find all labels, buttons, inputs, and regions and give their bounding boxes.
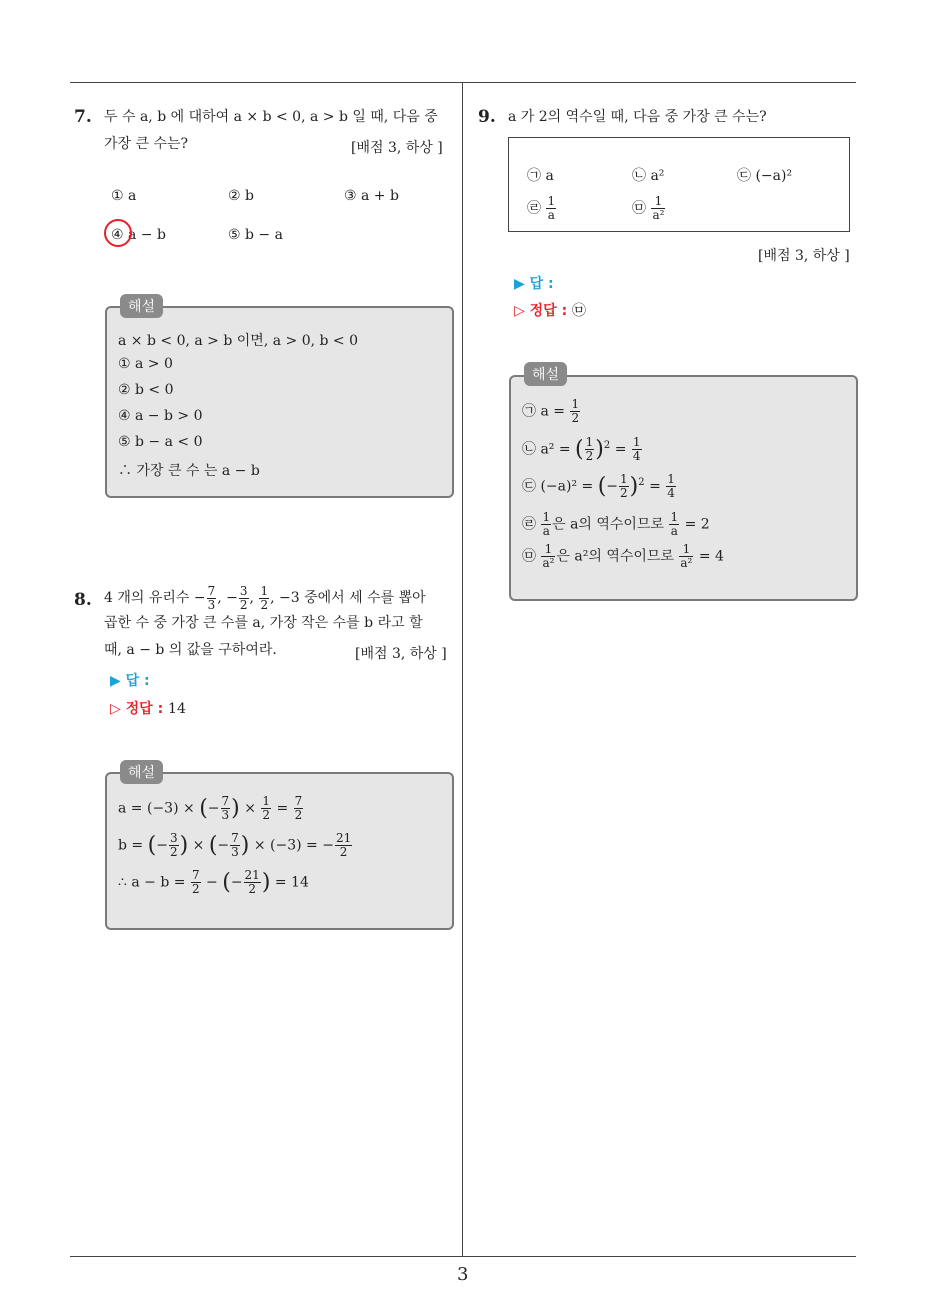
q7-solution-line: ② b < 0	[118, 382, 174, 398]
q8-sol3-tail: = 14	[274, 874, 309, 891]
q9-correct-answer	[514, 300, 586, 320]
q8-solution-line-3: ∴ a − b = $\frac{7}{2}$ − (− $\frac{21}{2}$ ) = 14	[118, 868, 309, 896]
q9-solution-tab: 해설	[524, 362, 567, 386]
page-number: 3	[457, 1264, 469, 1285]
q9-sol-a: ㉠ a =	[522, 403, 565, 420]
q9-solution-line-4: ㉣ $\frac{1}{a}$ 은 a의 역수이므로 $\frac{1}{a}$ = 2	[522, 510, 710, 538]
fraction: $\frac{1}{2}$	[260, 583, 269, 612]
q9-solution-line-3: ㉢ (−a)² = (− $\frac{1}{2}$ )$^2$ = $\frac{1}{4}$	[522, 472, 675, 500]
q9-sol-c: ㉢ (−a)² =	[522, 478, 594, 495]
q9-answer-label: ▶ 답 :	[514, 276, 554, 292]
q9-correct-label: ▷ 정답 :	[514, 303, 568, 319]
q9-choice-3[interactable]: ㉢ (−a)²	[737, 168, 793, 184]
q8-sol2-mid: × (−3) = −	[253, 837, 334, 854]
q8-solution-line-2: b = (− $\frac{3}{2}$ ) × (− $\frac{7}{3}$ ) × (−3) = − $\frac{21}{2}$	[118, 831, 352, 859]
q7-choice-2[interactable]: ② b	[228, 188, 254, 204]
q7-number: 7.	[74, 107, 92, 127]
q9-number: 9.	[478, 107, 496, 127]
q8-sol2-lhs: b =	[118, 837, 144, 854]
q7-choice-5[interactable]: ⑤ b − a	[228, 227, 283, 243]
q9-choice-1[interactable]: ㉠ a	[527, 168, 554, 184]
q9-score: [배점 3, 하상 ]	[758, 248, 850, 264]
q9-correct-value: ㉤	[572, 303, 587, 319]
q8-solution-tab: 해설	[120, 760, 163, 784]
q9-choice-2[interactable]: ㉡ a²	[632, 168, 665, 184]
q9-choice-box	[508, 137, 850, 232]
q9-solution-line-5: ㉤ $\frac{1}{\text{a²}}$ 은 a²의 역수이므로 $\frac{1}{\text{a²}}$ = 4	[522, 542, 724, 570]
q9-sol-d-mid: 은 a의 역수이므로	[552, 516, 665, 533]
q9-choice-5[interactable]: ㉤ $\frac{1}{\text{a²}}$	[632, 194, 665, 222]
column-divider	[462, 82, 463, 1257]
q9-sol-d-tail: = 2	[684, 516, 710, 533]
fraction: $\frac{7}{3}$	[207, 583, 216, 612]
q8-line1-pre: 4 개의 유리수	[104, 590, 190, 606]
q7-solution-line: a × b < 0, a > b 이면, a > 0, b < 0	[118, 333, 359, 349]
q9-sol-e-tail: = 4	[698, 548, 724, 565]
q8-line1-post: −3 중에서 세 수를 뽑아	[279, 590, 426, 606]
q8-answer-label: ▶ 답 :	[110, 673, 150, 689]
q8-sol3-lhs: ∴ a − b =	[118, 874, 186, 891]
q7-solution-line: ∴ 가장 큰 수 는 a − b	[118, 463, 260, 479]
q8-correct-value: 14	[168, 701, 186, 717]
q8-line1: 4 개의 유리수 − $\frac{7}{3}$ , − $\frac{3}{2}$ , $\frac{1}{2}$ , −3 중에서 세 수를 뽑아	[104, 583, 426, 612]
q9-sol-d-label: ㉣	[522, 516, 536, 533]
q8-solution-line-1: a = (−3) × (− $\frac{7}{3}$ ) × $\frac{1}{2}$ = $\frac{7}{2}$	[118, 794, 303, 822]
q8-line3: 때, a − b 의 값을 구하여라.	[104, 642, 277, 658]
q7-score: [배점 3, 하상 ]	[351, 140, 443, 156]
q8-sol1-lhs: a = (−3) ×	[118, 800, 195, 817]
selected-answer-circle-icon	[104, 219, 132, 247]
q7-solution-line: ④ a − b > 0	[118, 408, 203, 424]
q7-solution-line: ⑤ b − a < 0	[118, 434, 203, 450]
q8-line2: 곱한 수 중 가장 큰 수를 a, 가장 작은 수를 b 라고 할	[104, 615, 423, 631]
q8-correct-label: ▷ 정답 :	[110, 701, 164, 717]
bottom-rule	[70, 1256, 856, 1257]
q9-sol-e-label: ㉤	[522, 548, 536, 565]
q9-sol-e-mid: 은 a²의 역수이므로	[556, 548, 674, 565]
q9-line1: a 가 2의 역수일 때, 다음 중 가장 큰 수는?	[508, 109, 767, 125]
q9-sol-b-tail: =	[614, 441, 627, 458]
q9-solution-line-1: ㉠ a = $\frac{1}{2}$	[522, 397, 580, 425]
q9-choice-4-label: ㉣	[527, 200, 541, 217]
q9-sol-c-tail: =	[649, 478, 661, 495]
q8-number: 8.	[74, 590, 92, 610]
fraction: $\frac{3}{2}$	[239, 583, 248, 612]
q8-correct-answer	[110, 698, 186, 718]
top-rule	[70, 82, 856, 83]
q7-solution-tab: 해설	[120, 294, 163, 318]
q9-choice-4[interactable]: ㉣ $\frac{1}{a}$	[527, 194, 556, 222]
q7-solution-line: ① a > 0	[118, 356, 173, 372]
q7-choice-3[interactable]: ③ a + b	[344, 188, 399, 204]
q7-choice-4[interactable]: ④ a − b	[111, 227, 166, 243]
q9-solution-line-2: ㉡ a² = ( $\frac{1}{2}$ )$^2$ = $\frac{1}{4}$	[522, 435, 641, 463]
q9-choice-5-label: ㉤	[632, 200, 646, 217]
q7-choice-1[interactable]: ① a	[111, 188, 137, 204]
q8-score: [배점 3, 하상 ]	[355, 646, 447, 662]
q7-line2: 가장 큰 수는?	[104, 136, 189, 152]
q7-line1: 두 수 a, b 에 대하여 a × b < 0, a > b 일 때, 다음 중	[104, 109, 438, 125]
q9-sol-b: ㉡ a² =	[522, 441, 571, 458]
